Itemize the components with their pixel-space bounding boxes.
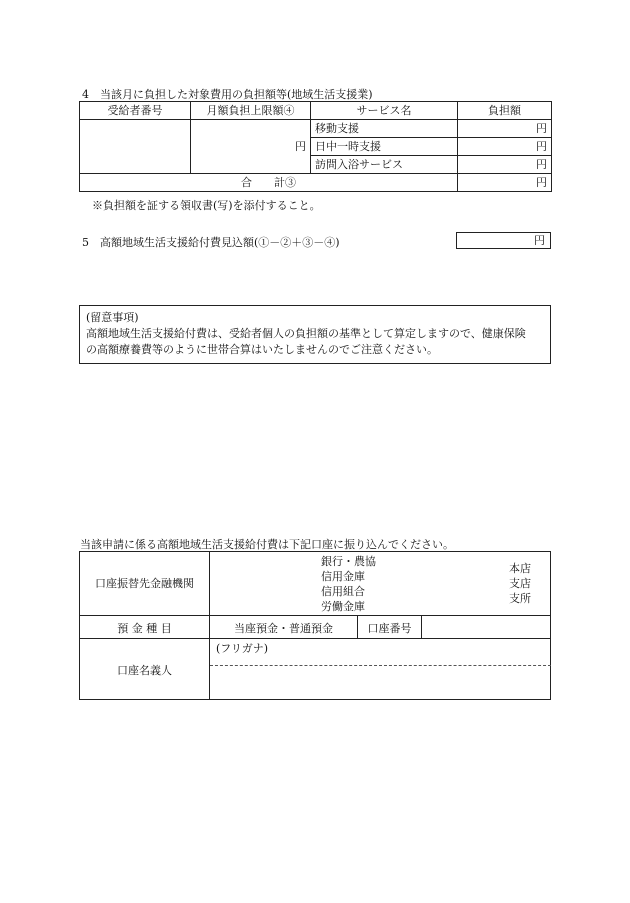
service-name-2: 訪問入浴サービス: [311, 156, 458, 174]
branch-name-field[interactable]: [420, 552, 510, 615]
service-name-1: 日中一時支援: [311, 138, 458, 156]
burden-cell-1[interactable]: 円: [458, 138, 552, 156]
recipient-no-cell[interactable]: [80, 120, 191, 174]
burden-cell-0[interactable]: 円: [458, 120, 552, 138]
section5-title: 5 高額地域生活支援給付費見込額(①－②＋③－④): [82, 236, 340, 249]
burden-table: [79, 101, 552, 192]
notice-line-2: の高額療養費等のように世帯合算はいたしませんのでご注意ください。: [86, 343, 438, 356]
account-no-label: 口座番号: [367, 622, 412, 635]
section4-title: 4 当該月に負担した対象費用の負担額等(地域生活支援業): [82, 88, 373, 101]
header-monthly-cap: 月額負担上限額④: [191, 102, 311, 120]
deposit-type-options[interactable]: 当座預金・普通預金: [234, 622, 333, 635]
total-label: 合 計③: [80, 174, 458, 192]
service-name-0: 移動支援: [311, 120, 458, 138]
estimate-yen: 円: [534, 234, 545, 247]
branch-type-0: 本店: [509, 562, 531, 575]
notice-heading: (留意事項): [86, 311, 139, 324]
institution-type-0: 銀行・農協: [321, 555, 376, 568]
branch-type-1: 支店: [509, 577, 531, 590]
account-no-field[interactable]: [422, 616, 551, 638]
estimate-amount-box[interactable]: [456, 232, 551, 249]
institution-type-1: 信用金庫: [321, 570, 365, 583]
holder-name-field[interactable]: [210, 666, 551, 700]
institution-type-3: 労働金庫: [321, 600, 365, 613]
branch-type-list: [509, 561, 531, 606]
institution-type-list: [321, 554, 376, 614]
institution-label: 口座振替先金融機関: [95, 577, 194, 590]
bank-table: [79, 551, 551, 700]
branch-type-2: 支所: [509, 592, 531, 605]
notice-box: [79, 305, 551, 364]
header-service-name: サービス名: [311, 102, 458, 120]
burden-cell-2[interactable]: 円: [458, 156, 552, 174]
monthly-cap-cell[interactable]: 円: [191, 120, 311, 174]
institution-type-2: 信用組合: [321, 585, 365, 598]
furigana-label: (フリガナ): [216, 642, 269, 655]
receipt-note: ※負担額を証する領収書(写)を添付すること。: [92, 199, 321, 212]
header-burden: 負担額: [458, 102, 552, 120]
notice-line-1: 高額地域生活支援給付費は、受給者個人の負担額の基準として算定しますので、健康保険: [86, 327, 526, 340]
bank-intro: 当該申請に係る高額地域生活支援給付費は下記口座に振り込んでください。: [80, 538, 454, 551]
deposit-type-label: 預 金 種 目: [117, 622, 172, 635]
holder-label: 口座名義人: [117, 664, 172, 677]
total-cell[interactable]: 円: [458, 174, 552, 192]
header-recipient-no: 受給者番号: [80, 102, 191, 120]
